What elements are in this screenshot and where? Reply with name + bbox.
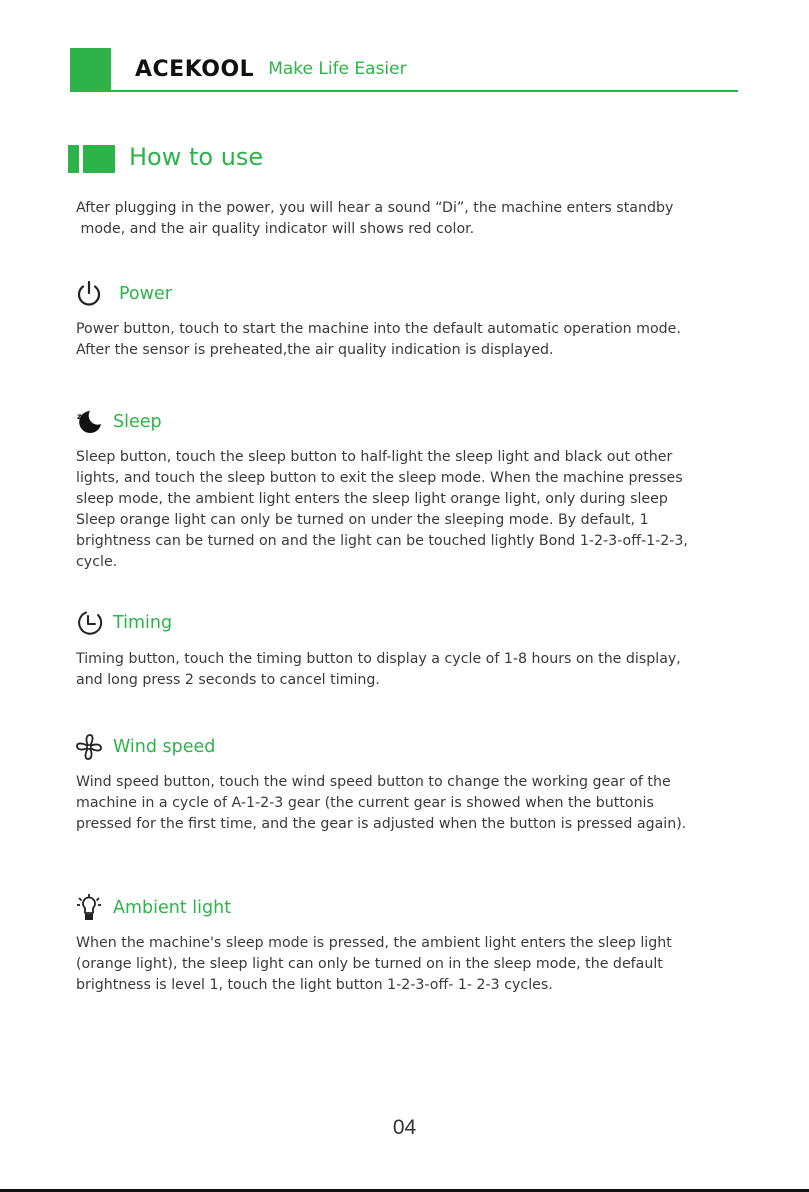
section-power-heading [74,279,172,309]
brand [135,56,407,82]
svg-text:z: z [82,417,87,425]
brand-logo: ACEKOOL [135,56,255,82]
title-marker-large [83,145,115,173]
sleep-moon-icon [74,407,108,437]
section-sleep-heading [74,407,162,437]
svg-text:z: z [77,412,82,421]
section-title-wind-speed: Wind speed [113,737,216,757]
section-timing-heading [74,608,172,638]
brand-tagline: Make Life Easier [268,59,407,79]
section-wind-heading [74,732,215,762]
section-ambient-heading [74,893,231,923]
power-icon [74,279,108,309]
header-divider [70,90,738,92]
header-green-block [70,48,111,91]
section-text-timing: Timing button, touch the timing button to display a cycle of 1-8 hours on the display, and long press 2 seconds to cancel timing. [76,651,681,688]
fan-icon [74,732,108,762]
title-marker-small [68,145,79,173]
light-bulb-icon [74,893,108,923]
section-title-timing: Timing [113,613,173,633]
section-text-sleep: Sleep button, touch the sleep button to half-light the sleep light and black out other lights, and touch the sleep button to exit the sleep mode. When the machine presses sleep mode, the ambient light enters the sleep light orange light, only during sleep Sleep orange light can only be turned on under the sleeping mode. By default, 1 brightness can be turned on and the light can be touched lightly Bond 1-2-3-off-1-2-3, cycle. [76,449,688,570]
timer-clock-icon [74,608,108,638]
section-text-ambient-light: When the machine's sleep mode is pressed, the ambient light enters the sleep light (orange light), the sleep light can only be turned on in the sleep mode, the default brightness is level 1, touch the light button 1-2-3-off- 1- 2-3 cycles. [76,935,672,993]
section-title-power: Power [119,284,172,304]
page-title: How to use [129,143,264,171]
section-text-power: Power button, touch to start the machine into the default automatic operation mode. After the sensor is preheated,the air quality indication is displayed. [76,321,681,358]
page-number: 04 [392,1116,417,1139]
section-title-sleep: Sleep [113,412,162,432]
section-text-wind-speed: Wind speed button, touch the wind speed button to change the working gear of the machine in a cycle of A-1-2-3 gear (the current gear is showed when the buttonis pressed for the first time, and the gear is adjusted when the button is pressed again). [76,774,687,832]
section-title-ambient-light: Ambient light [113,898,232,918]
intro-text: After plugging in the power, you will hear a sound “Di”, the machine enters standby mode, and the air quality indicator will shows red color. [76,200,674,237]
